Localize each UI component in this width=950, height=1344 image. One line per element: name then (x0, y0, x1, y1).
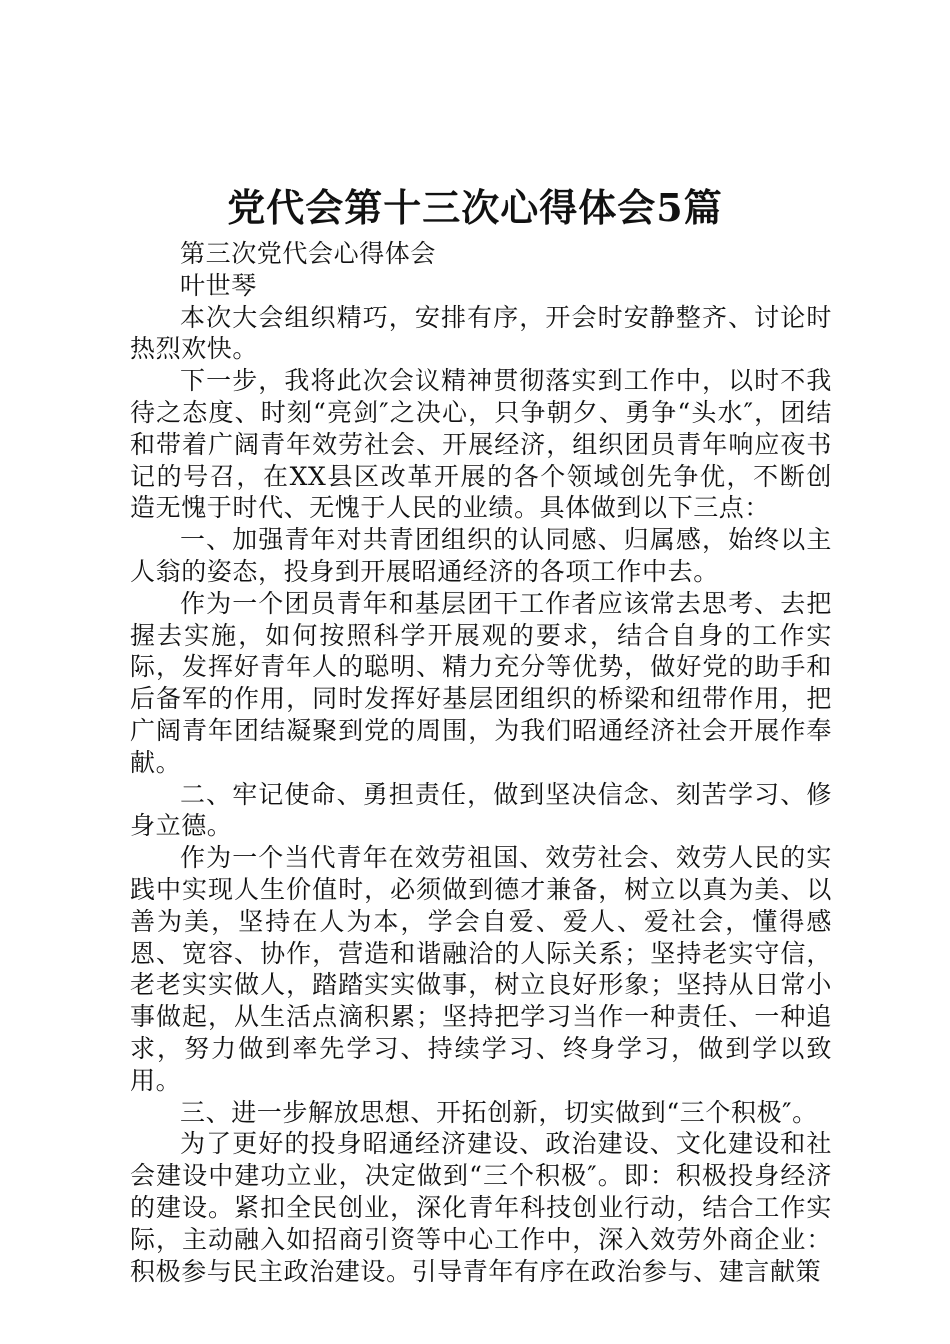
section-heading-paragraph: 二、牢记使命、勇担责任，做到坚决信念、刻苦学习、修身立德。 (130, 779, 832, 841)
section-heading-paragraph: 一、加强青年对共青团组织的认同感、归属感，始终以主人翁的姿态，投身到开展昭通经济的各项工作中去。 (130, 525, 832, 586)
body-paragraph: 作为一个当代青年在效劳祖国、效劳社会、效劳人民的实践中实现人生价值时，必须做到德才兼备，树立以真为美、以善为美，坚持在人为本，学会自爱、爱人、爱社会，懂得感恩、宽容、协作，营造和谐融洽的人际关系；坚持老实守信，老老实实做人，踏踏实实做事，树立良好形象；坚持从日常小事做起，从生活点滴积累；坚持把学习当作一种责任、一种追求，努力做到率先学习、持续学习、终身学习，做到学以致用。 (130, 843, 832, 1095)
body-paragraph: 本次大会组织精巧，安排有序，开会时安静整齐、讨论时热烈欢快。 (130, 302, 832, 364)
body-paragraph: 作为一个团员青年和基层团干工作者应该常去思考、去把握去实施，如何按照科学开展观的要求，结合自身的工作实际，发挥好青年人的聪明、精力充分等优势，做好党的助手和后备军的作用，同时发挥好基层团组织的桥梁和纽带作用，把广阔青年团结凝聚到党的周围，为我们昭通经济社会开展作奉献。 (130, 588, 832, 777)
document-title: 党代会第十三次心得体会5篇 (227, 185, 723, 230)
body-paragraph: 下一步，我将此次会议精神贯彻落实到工作中，以时不我待之态度、时刻“亮剑″之决心，只争朝夕、勇争“头水″，团结和带着广阔青年效劳社会、开展经济，组织团员青年响应夜书记的号召，在XX县区改革开展的各个领域创先争优，不断创造无愧于时代、无愧于人民的业绩。具体做到以下三点： (130, 366, 832, 523)
author-paragraph: 叶世琴 (180, 270, 257, 300)
section-heading-paragraph: 三、进一步解放思想、开拓创新，切实做到“三个积极″。 (180, 1097, 818, 1127)
body-paragraph: 为了更好的投身昭通经济建设、政治建设、文化建设和社会建设中建功立业，决定做到“三个积极″。即：积极投身经济的建设。紧扣全民创业，深化青年科技创业行动，结合工作实际，主动融入如招商引资等中心工作中，深入效劳外商企业：积极参与民主政治建设。引导青年有序在政治参与、建言献策 (130, 1129, 832, 1286)
subtitle-paragraph: 第三次党代会心得体会 (180, 239, 437, 268)
document-body (130, 238, 832, 1287)
